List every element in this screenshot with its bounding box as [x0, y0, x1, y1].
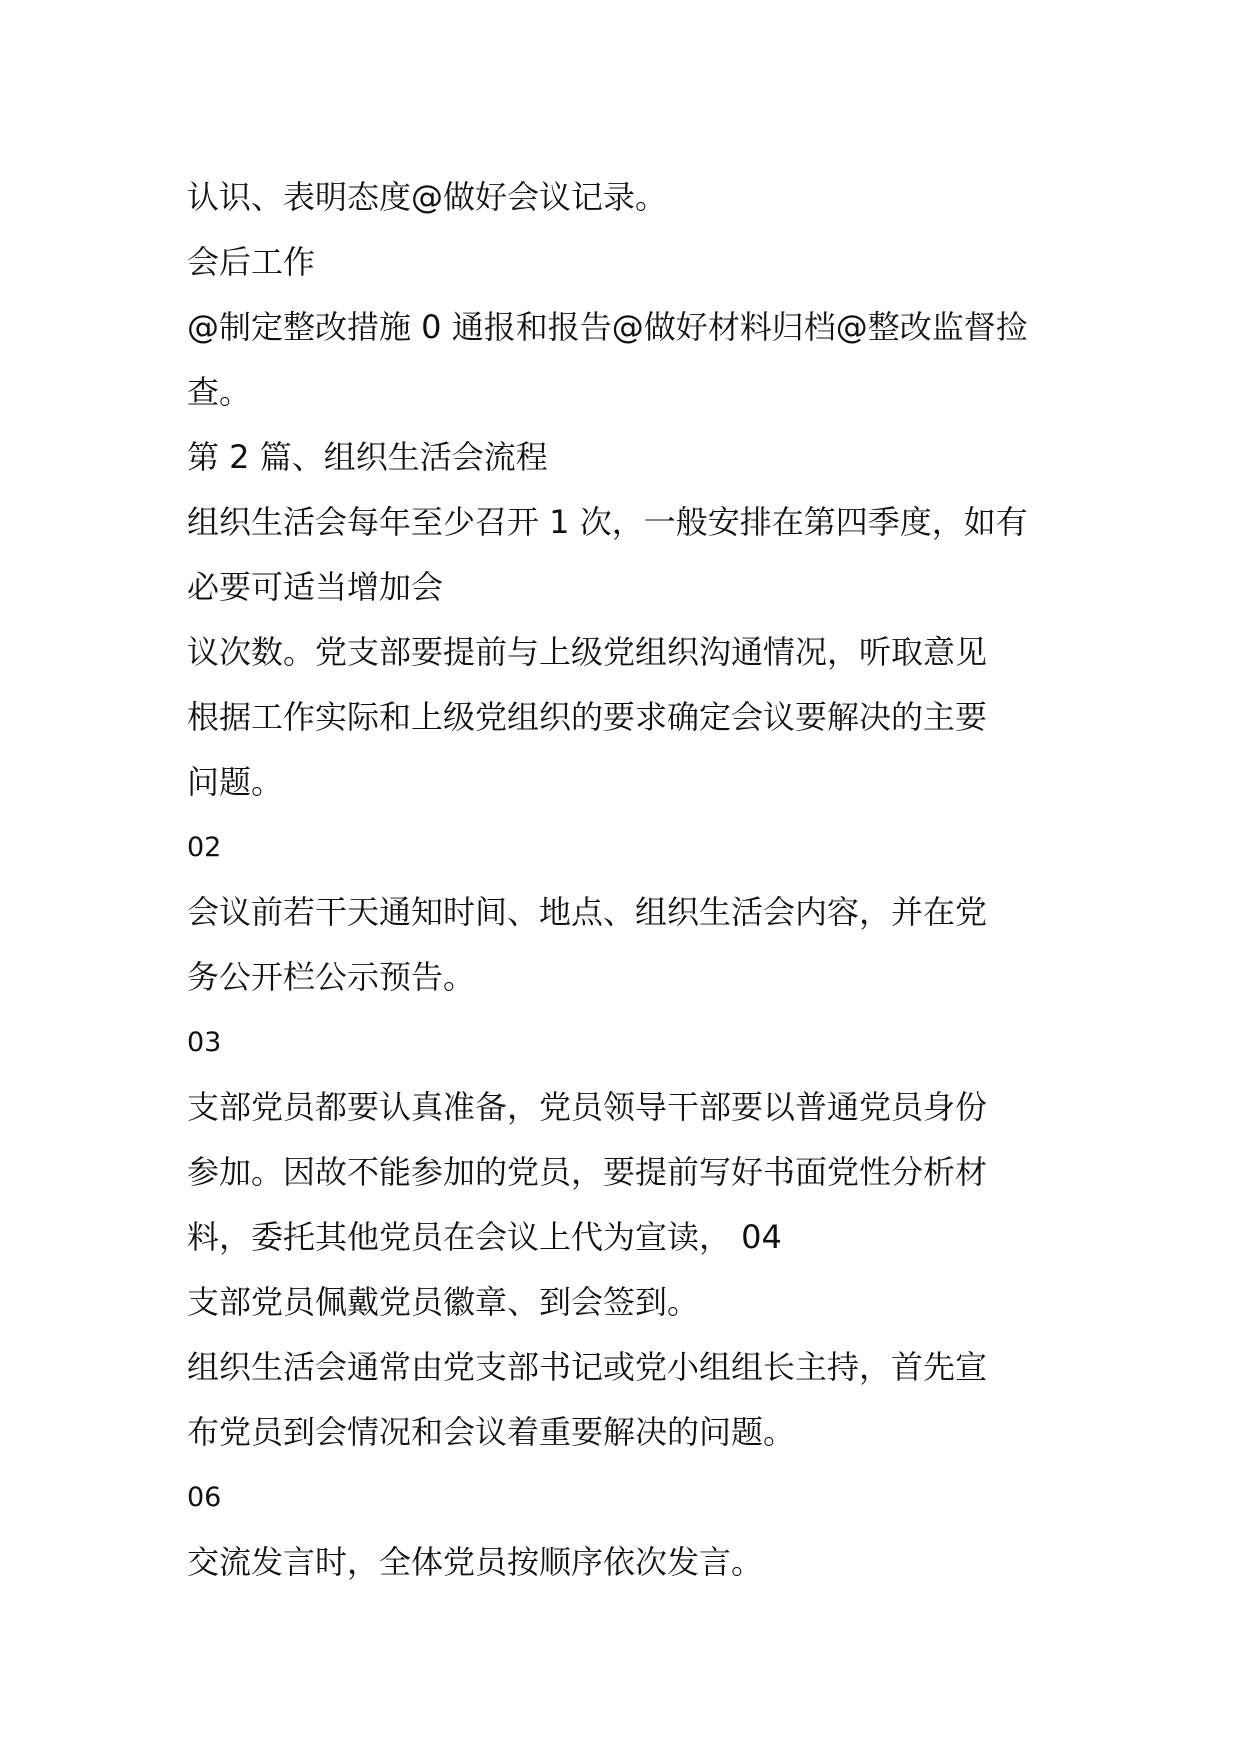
text-line: 交流发言时，全体党员按顺序依次发言。	[187, 1543, 764, 1581]
text-line: 会议前若干天通知时间、地点、组织生活会内容，并在党	[187, 893, 988, 931]
text-line: 支部党员佩戴党员徽章、到会签到。	[187, 1283, 700, 1321]
chapter-heading: 第 2 篇、组织生活会流程	[187, 438, 548, 476]
section-heading: 会后工作	[187, 243, 316, 281]
text-line: 根据工作实际和上级党组织的要求确定会议要解决的主要	[187, 698, 988, 736]
text-line: 查。	[187, 373, 252, 411]
text-line: 参加。因故不能参加的党员，要提前写好书面党性分析材	[187, 1153, 988, 1191]
text-line: 问题。	[187, 763, 284, 801]
text-line: 务公开栏公示预告。	[187, 958, 476, 996]
text-line: 组织生活会通常由党支部书记或党小组组长主持，首先宣	[187, 1348, 988, 1386]
text-line: 必要可适当增加会	[187, 568, 444, 606]
document-body	[187, 165, 1057, 1595]
text-line: 布党员到会情况和会议着重要解决的问题。	[187, 1413, 796, 1451]
step-number: 02	[187, 832, 222, 863]
text-line: 认识、表明态度@做好会议记录。	[187, 178, 668, 216]
text-line: 议次数。党支部要提前与上级党组织沟通情况，听取意见	[187, 633, 988, 671]
text-line: 组织生活会每年至少召开 1 次，一般安排在第四季度，如有	[187, 503, 1028, 541]
step-number: 03	[187, 1027, 222, 1058]
text-line: 支部党员都要认真准备，党员领导干部要以普通党员身份	[187, 1088, 988, 1126]
text-line: 料，委托其他党员在会议上代为宣读， 04	[187, 1218, 782, 1256]
step-number: 06	[187, 1482, 222, 1513]
text-line: @制定整改措施 0 通报和报告@做好材料归档@整改监督捡	[187, 308, 1028, 346]
